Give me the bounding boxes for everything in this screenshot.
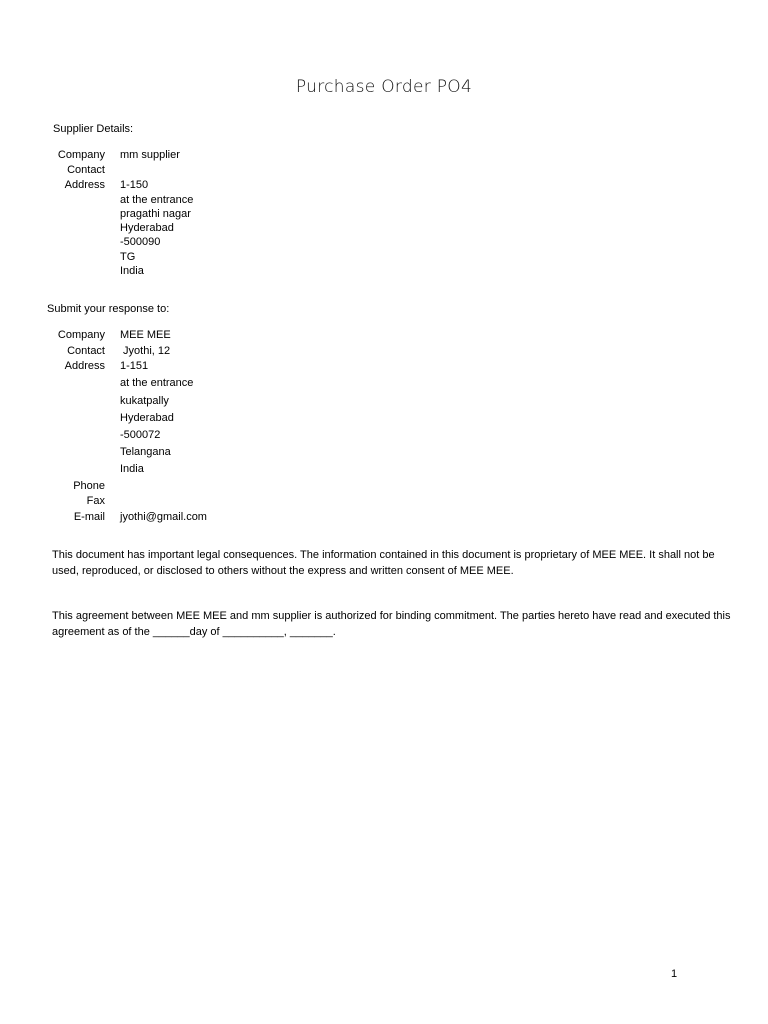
response-email-label: E-mail: [73, 511, 105, 523]
supplier-address-line: at the entrance: [120, 194, 194, 206]
response-contact-value: Jyothi, 12: [120, 345, 171, 357]
supplier-address-line: TG: [120, 251, 136, 263]
supplier-company-label: Company: [57, 149, 105, 161]
response-contact-label: Contact: [67, 345, 105, 357]
supplier-contact-row: [0, 164, 768, 179]
response-fax-row: [0, 495, 768, 510]
response-address-line: Telangana: [120, 446, 171, 458]
supplier-address-row: [0, 265, 768, 280]
response-fax-label: Fax: [86, 495, 105, 507]
response-address-row: [0, 463, 768, 478]
page-number: 1: [671, 968, 678, 980]
response-address-row: [0, 360, 768, 375]
response-address-line: India: [120, 463, 144, 475]
supplier-address-line: -500090: [120, 236, 161, 248]
response-phone-row: [0, 480, 768, 495]
supplier-company-value: mm supplier: [120, 149, 180, 161]
response-company-value: MEE MEE: [120, 329, 171, 341]
supplier-address-row: [0, 208, 768, 223]
response-address-line: -500072: [120, 429, 161, 441]
response-address-label: Address: [64, 360, 105, 372]
response-address-line: at the entrance: [120, 377, 194, 389]
response-address-row: [0, 412, 768, 427]
supplier-address-row: [0, 236, 768, 251]
supplier-address-label: Address: [64, 179, 105, 191]
supplier-address-row: [0, 251, 768, 266]
supplier-company-row: [0, 149, 768, 164]
response-phone-label: Phone: [73, 480, 105, 492]
supplier-details-heading: Supplier Details:: [53, 123, 134, 135]
response-address-row: [0, 446, 768, 461]
response-address-row: [0, 395, 768, 410]
supplier-address-row: [0, 222, 768, 237]
response-address-row: [0, 377, 768, 392]
supplier-contact-label: Contact: [67, 164, 105, 176]
supplier-address-line: India: [120, 265, 144, 277]
supplier-address-line: pragathi nagar: [120, 208, 191, 220]
response-address-line: Hyderabad: [120, 412, 174, 424]
response-address-row: [0, 429, 768, 444]
response-company-label: Company: [57, 329, 105, 341]
supplier-address-row: [0, 179, 768, 194]
response-contact-row: [0, 345, 768, 360]
response-address-line: 1-151: [120, 360, 149, 372]
supplier-address-line: Hyderabad: [120, 222, 174, 234]
response-heading: Submit your response to:: [47, 303, 170, 315]
page-title: Purchase Order PO4: [295, 77, 473, 97]
response-email-row: [0, 511, 768, 526]
supplier-address-row: [0, 194, 768, 209]
legal-notice-paragraph: This document has important legal consequences. The information contained in this document is proprietary of MEE MEE. It shall not be used, reproduced, or disclosed to others without the express and written consent of MEE MEE.: [52, 549, 715, 577]
response-email-value: jyothi@gmail.com: [120, 511, 207, 523]
response-address-line: kukatpally: [120, 395, 169, 407]
agreement-paragraph: This agreement between MEE MEE and mm supplier is authorized for binding commitment. The parties hereto have read and executed this agreement as of the ______day of __________, _______.: [52, 610, 731, 638]
supplier-address-line: 1-150: [120, 179, 149, 191]
response-company-row: [0, 329, 768, 344]
